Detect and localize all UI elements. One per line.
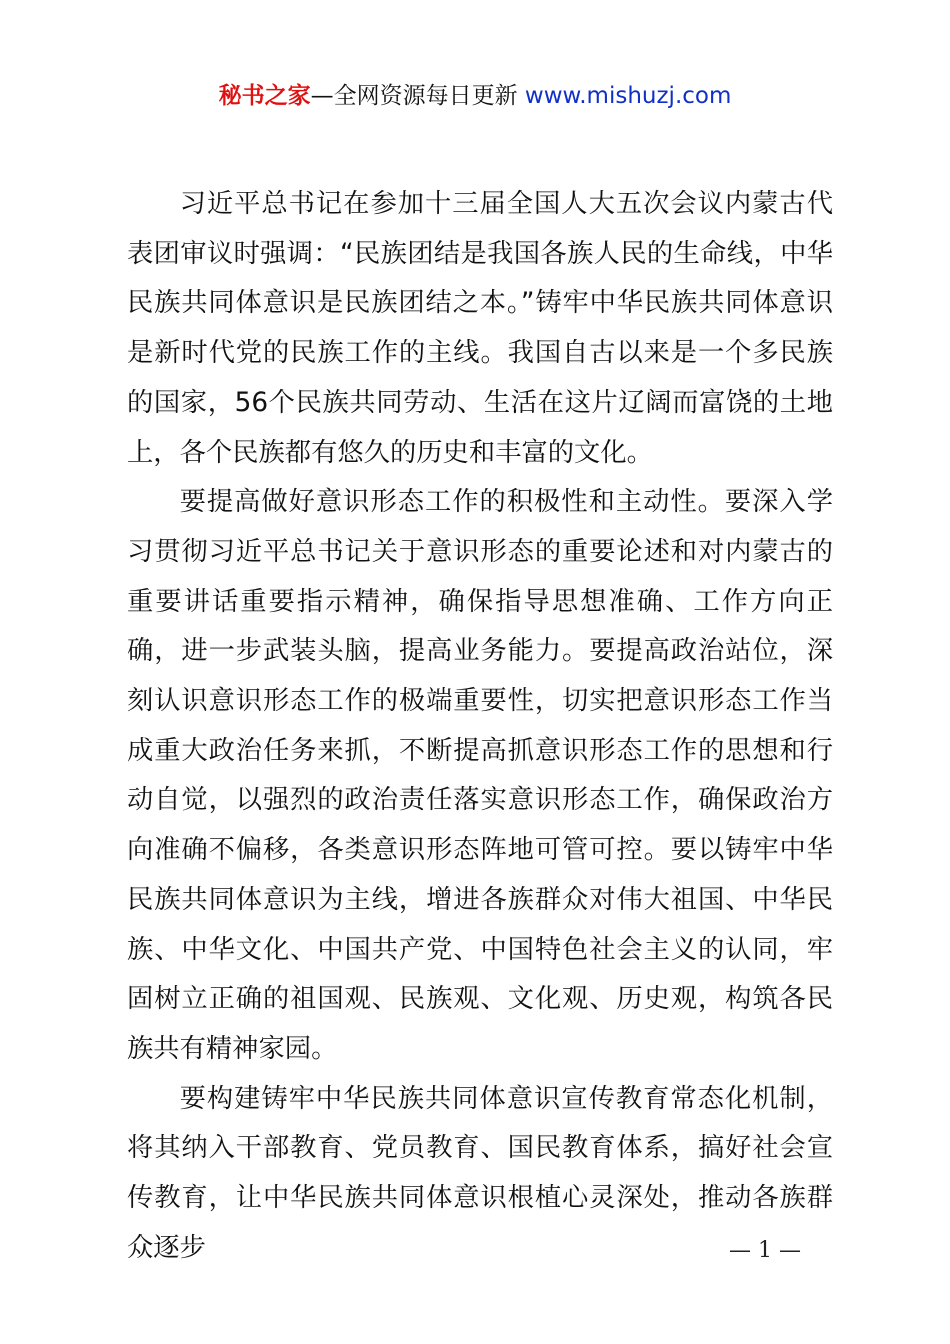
paragraph-3: 要构建铸牢中华民族共同体意识宣传教育常态化机制，将其纳入干部教育、党员教育、国民教育体系，搞好社会宣传教育，让中华民族共同体意识根植心灵深处，推动各族群众逐步 xyxy=(127,1083,833,1263)
paragraph-1: 习近平总书记在参加十三届全国人大五次会议内蒙古代表团审议时强调：“民族团结是我国各族人民的生命线，中华民族共同体意识是民族团结之本。”铸牢中华民族共同体意识是新时代党的民族工作的主线。我国自古以来是一个多民族的国家，56个民族共同劳动、生活在这片辽阔而富饶的土地上，各个民族都有悠久的历史和丰富的文化。 xyxy=(127,189,833,468)
page-header xyxy=(0,80,950,112)
document-body xyxy=(127,180,833,1273)
header-tagline: —全网资源每日更新 xyxy=(310,83,525,109)
header-site-url[interactable]: www.mishuzj.com xyxy=(524,83,732,109)
header-brand: 秘书之家 xyxy=(218,83,311,109)
paragraph-2: 要提高做好意识形态工作的积极性和主动性。要深入学习贯彻习近平总书记关于意识形态的重要论述和对内蒙古的重要讲话重要指示精神，确保指导思想准确、工作方向正确，进一步武装头脑，提高业务能力。要提高政治站位，深刻认识意识形态工作的极端重要性，切实把意识形态工作当成重大政治任务来抓，不断提高抓意识形态工作的思想和行动自觉，以强烈的政治责任落实意识形态工作，确保政治方向准确不偏移，各类意识形态阵地可管可控。要以铸牢中华民族共同体意识为主线，增进各族群众对伟大祖国、中华民族、中华文化、中国共产党、中国特色社会主义的认同，牢固树立正确的祖国观、民族观、文化观、历史观，构筑各民族共有精神家园。 xyxy=(127,487,833,1064)
page-number: — 1 — xyxy=(729,1238,801,1263)
